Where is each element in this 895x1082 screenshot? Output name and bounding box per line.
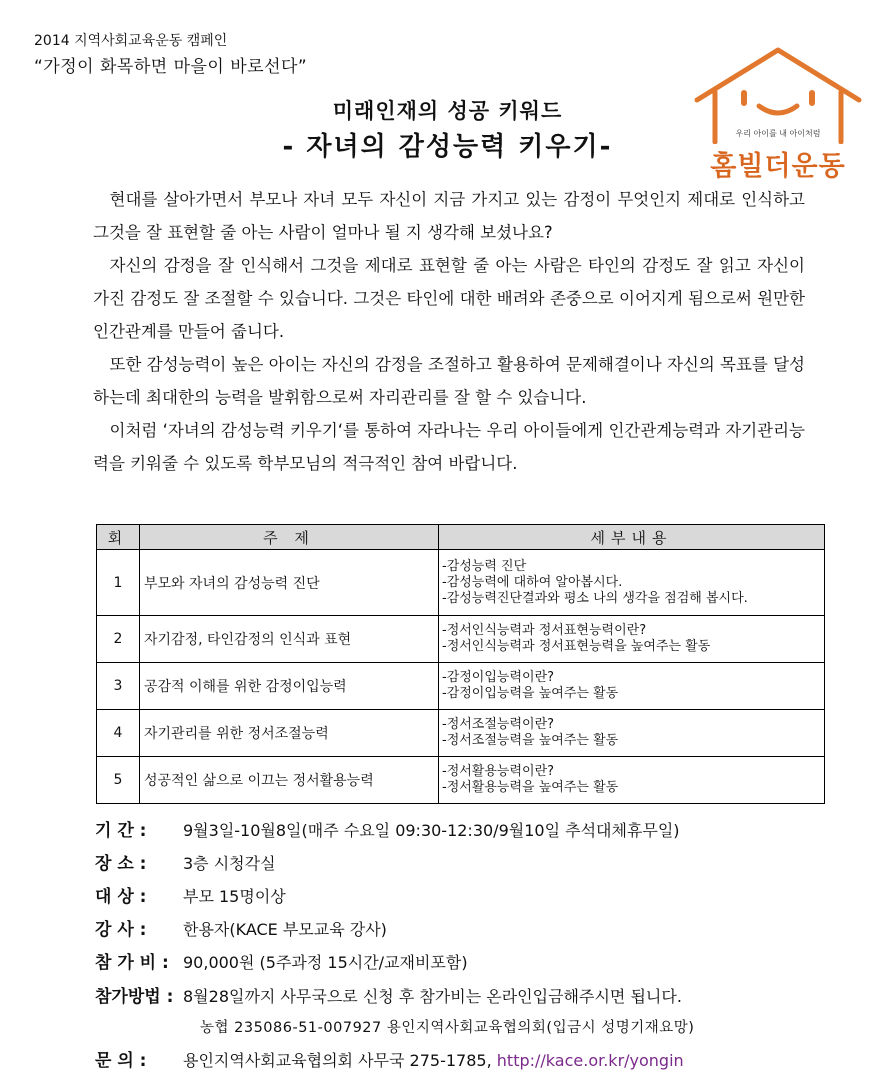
session-topic: 부모와 자녀의 감성능력 진단 [140, 550, 439, 616]
paragraph: 자신의 감정을 잘 인식해서 그것을 제대로 표현할 줄 아는 사람은 타인의 감정도 잘 읽고 자신이 가진 감정도 잘 조절할 수 있습니다. 그것은 타인에 대한 배려와 존중으로 이어지게 됨으로써 원만한 인간관계를 만들어 줍니다. [93, 256, 805, 341]
session-topic: 공감적 이해를 위한 감정이입능력 [140, 663, 439, 710]
session-detail [439, 710, 825, 757]
place-value: 3층 시청각실 [183, 854, 276, 873]
detail-line: -감성능력 진단 [442, 558, 527, 574]
period-label: 기 간 : [95, 821, 147, 841]
info-contact [95, 1046, 684, 1071]
session-detail [439, 550, 825, 616]
detail-line: -감성능력에 대하여 알아봅시다. [442, 574, 623, 590]
session-topic: 자기관리를 위한 정서조절능력 [140, 710, 439, 757]
table-row [97, 663, 825, 710]
lecturer-label: 강 사 : [95, 920, 147, 940]
logo-subtitle: 우리 아이를 내 아이처럼 [735, 129, 821, 138]
session-detail [439, 616, 825, 663]
place-label: 장 소 : [95, 854, 147, 874]
info-period [95, 816, 680, 841]
session-topic: 자기감정, 타인감정의 인식과 표현 [140, 616, 439, 663]
info-place [95, 849, 276, 874]
logo-name: 홈빌더운동 [710, 151, 846, 182]
fee-value: 90,000원 (5주과정 15시간/교재비포함) [183, 953, 468, 972]
method-label: 참가방법 : [95, 987, 174, 1007]
campaign-label: 2014 지역사회교육운동 캠페인 [34, 33, 228, 49]
detail-line: -정서활용능력을 높여주는 활동 [442, 780, 619, 795]
detail-line: -감정이입능력을 높여주는 활동 [442, 686, 619, 701]
detail-line: -정서조절능력을 높여주는 활동 [442, 733, 619, 748]
header-topic: 주 제 [140, 525, 439, 550]
table-header-row [97, 525, 825, 550]
method-value: 8월28일까지 사무국으로 신청 후 참가비는 온라인입금해주시면 됩니다. [183, 987, 682, 1006]
homebuilder-logo [693, 44, 863, 184]
session-detail [439, 663, 825, 710]
session-number: 4 [97, 710, 140, 757]
title-keyword: 미래인재의 성공 키워드 [332, 99, 563, 123]
intro-text [93, 183, 805, 480]
header-detail: 세부내용 [439, 525, 825, 550]
paragraph: 현대를 살아가면서 부모나 자녀 모두 자신이 지금 가지고 있는 감정이 무엇인지 제대로 인식하고 그것을 잘 표현할 줄 아는 사람이 얼마나 될 지 생각해 보셨나요? [93, 190, 805, 242]
session-detail [439, 757, 825, 804]
session-number: 5 [97, 757, 140, 804]
info-method [95, 982, 682, 1007]
session-number: 3 [97, 663, 140, 710]
contact-value: 용인지역사회교육협의회 사무국 275-1785, [183, 1051, 492, 1070]
info-target [95, 882, 286, 907]
detail-line: -정서인식능력과 정서표현능력이란? [442, 623, 647, 638]
header-session: 회 [97, 525, 140, 550]
detail-line: -감성능력진단결과와 평소 나의 생각을 점검해 봅시다. [442, 590, 748, 606]
bank-account: 농협 235086-51-007927 용인지역사회교육협의회(입금시 성명기재요망) [200, 1020, 695, 1036]
lecturer-value: 한용자(KACE 부모교육 강사) [183, 920, 387, 939]
website-link[interactable]: http://kace.or.kr/yongin [496, 1051, 684, 1070]
schedule-table [96, 524, 825, 804]
detail-line: -정서조절능력이란? [442, 717, 555, 732]
fee-label: 참 가 비 : [95, 953, 169, 973]
info-fee [95, 948, 468, 973]
page-title: - 자녀의 감성능력 키우기- [282, 132, 613, 162]
target-value: 부모 15명이상 [183, 887, 286, 906]
table-row [97, 616, 825, 663]
detail-line: -정서인식능력과 정서표현능력을 높여주는 활동 [442, 639, 711, 654]
session-number: 2 [97, 616, 140, 663]
table-row [97, 757, 825, 804]
slogan: “가정이 화목하면 마을이 바로선다” [34, 57, 308, 77]
period-value: 9월3일-10월8일(매주 수요일 09:30-12:30/9월10일 추석대체휴무일) [183, 821, 680, 840]
detail-line: -정서활용능력이란? [442, 764, 555, 779]
paragraph: 이처럼 ‘자녀의 감성능력 키우기‘를 통하여 자라나는 우리 아이들에게 인간관계능력과 자기관리능력을 키워줄 수 있도록 학부모님의 적극적인 참여 바랍니다. [93, 421, 805, 473]
table-row [97, 550, 825, 616]
contact-label: 문 의 : [95, 1051, 147, 1071]
paragraph: 또한 감성능력이 높은 아이는 자신의 감정을 조절하고 활용하여 문제해결이나 자신의 목표를 달성하는데 최대한의 능력을 발휘함으로써 자리관리를 잘 할 수 있습니다. [93, 355, 805, 407]
info-lecturer [95, 915, 387, 940]
session-number: 1 [97, 550, 140, 616]
target-label: 대 상 : [95, 887, 147, 907]
session-topic: 성공적인 삶으로 이끄는 정서활용능력 [140, 757, 439, 804]
table-row [97, 710, 825, 757]
detail-line: -감정이입능력이란? [442, 670, 555, 685]
